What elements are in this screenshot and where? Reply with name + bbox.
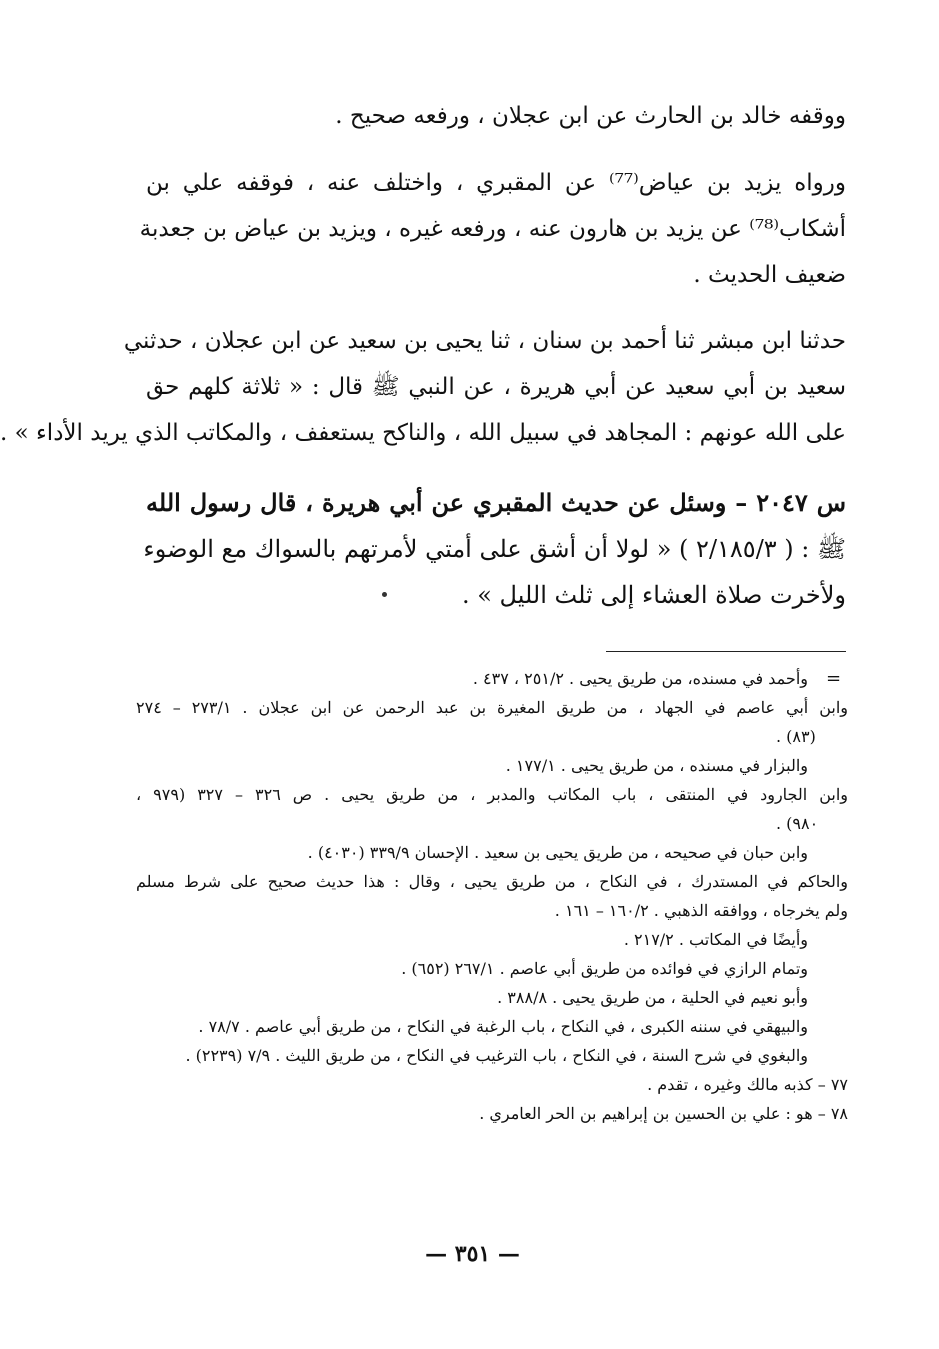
ink-dot [382,592,387,597]
footnote-line: والبزار في مسنده ، من طريق يحيى . ١٧٧/١ . [505,756,808,775]
text-line: ولأخرت صلاة العشاء إلى ثلث الليل » . [461,581,846,609]
text-line: ووقفه خالد بن الحارث عن ابن عجلان ، ورفعه صحيح . [335,103,846,129]
footnote-78: ٧٨ – هو : علي بن الحسين بن إبراهيم بن الحر العامري . [479,1104,848,1123]
text-line: حدثنا ابن مبشر ثنا أحمد بن سنان ، ثنا يحيى بن سعيد عن ابن عجلان ، حدثني [123,328,846,354]
footnote-line: (٨٣) . [776,727,816,746]
paragraph-hadith-isnad [0,318,846,456]
footnote-line: وابن حبان في صحيحه ، من طريق يحيى بن سعيد . الإحسان ٣٣٩/٩ (٤٠٣٠) . [307,843,808,862]
footnote-line: والبيهقي في سننه الكبرى ، في النكاح ، باب الرغبة في النكاح ، من طريق أبي عاصم . ٧٨/٧ . [198,1017,808,1036]
text-line: ضعيف الحديث . [693,262,846,288]
continuation-mark: = [826,668,842,689]
footnote-line: ٩٨٠) . [776,814,819,833]
footnote-line: وأحمد في مسنده، من طريق يحيى . ٢٥١/٢ ، ٤٣٧ . [472,669,808,688]
footnote-line: وابن الجارود في المنتقى ، باب المكاتب والمدبر ، من طريق يحيى . ص ٣٢٦ – ٣٢٧ (٩٧٩ ، [136,785,849,804]
footnote-divider [606,651,846,652]
footnote-77: ٧٧ – كذبه مالك وغيره ، تقدم . [647,1075,848,1094]
paragraph-waqf-khalid [146,93,846,139]
question-2047 [143,480,846,618]
question-heading-line: س ٢٠٤٧ – وسئل عن حديث المقبري عن أبي هريرة ، قال رسول الله [146,488,846,517]
footnote-line: ولم يخرجاه ، ووافقه الذهبي . ١٦٠/٢ – ١٦١ . [554,901,848,920]
footnote-line: والحاكم في المستدرك ، في النكاح ، من طريق يحيى ، وقال : هذا حديث صحيح على شرط مسلم [136,872,848,891]
text-line: ورواه يزيد بن عياض⁽⁷⁷⁾ عن المقبري ، واختلف عنه ، فوقفه علي بن [146,170,846,196]
footnote-line: وأيضًا في المكاتب . ٢١٧/٢ . [623,930,808,949]
text-line: سعيد بن أبي سعيد عن أبي هريرة ، عن النبي ﷺ قال : « ثلاثة كلهم حق [146,374,846,400]
footnote-line: والبغوي في شرح السنة ، في النكاح ، باب الترغيب في النكاح ، من طريق الليث . ٧/٩ (٢٢٣٩) . [185,1046,808,1065]
text-line: ﷺ : ( ٢/١٨٥/٣ ) « لولا أن أشق على أمتي لأمرتهم بالسواك مع الوضوء [143,535,846,563]
footnote-line: وتمام الرازي في فوائده من طريق أبي عاصم . ٢٦٧/١ (٦٥٢) . [401,959,808,978]
paragraph-yazid-ibn-iyad [139,160,846,298]
footnote-line: وابن أبي عاصم في الجهاد ، من طريق المغيرة بن عبد الرحمن عن ابن عجلان . ٢٧٣/١ – ٢٧٤ [136,698,849,717]
text-line: أشكاب⁽⁷⁸⁾ عن يزيد بن هارون عنه ، ورفعه غيره ، ويزيد بن عياض بن جعدبة [139,216,846,242]
text-line: على الله عونهم : المجاهد في سبيل الله ، والناكح يستعفف ، والمكاتب الذي يريد الأداء » . [0,420,846,446]
page-number: — ٣٥١ — [425,1241,520,1267]
footnotes-block [136,664,848,1128]
footnote-line: وأبو نعيم في الحلية ، من طريق يحيى . ٣٨٨/٨ . [497,988,808,1007]
